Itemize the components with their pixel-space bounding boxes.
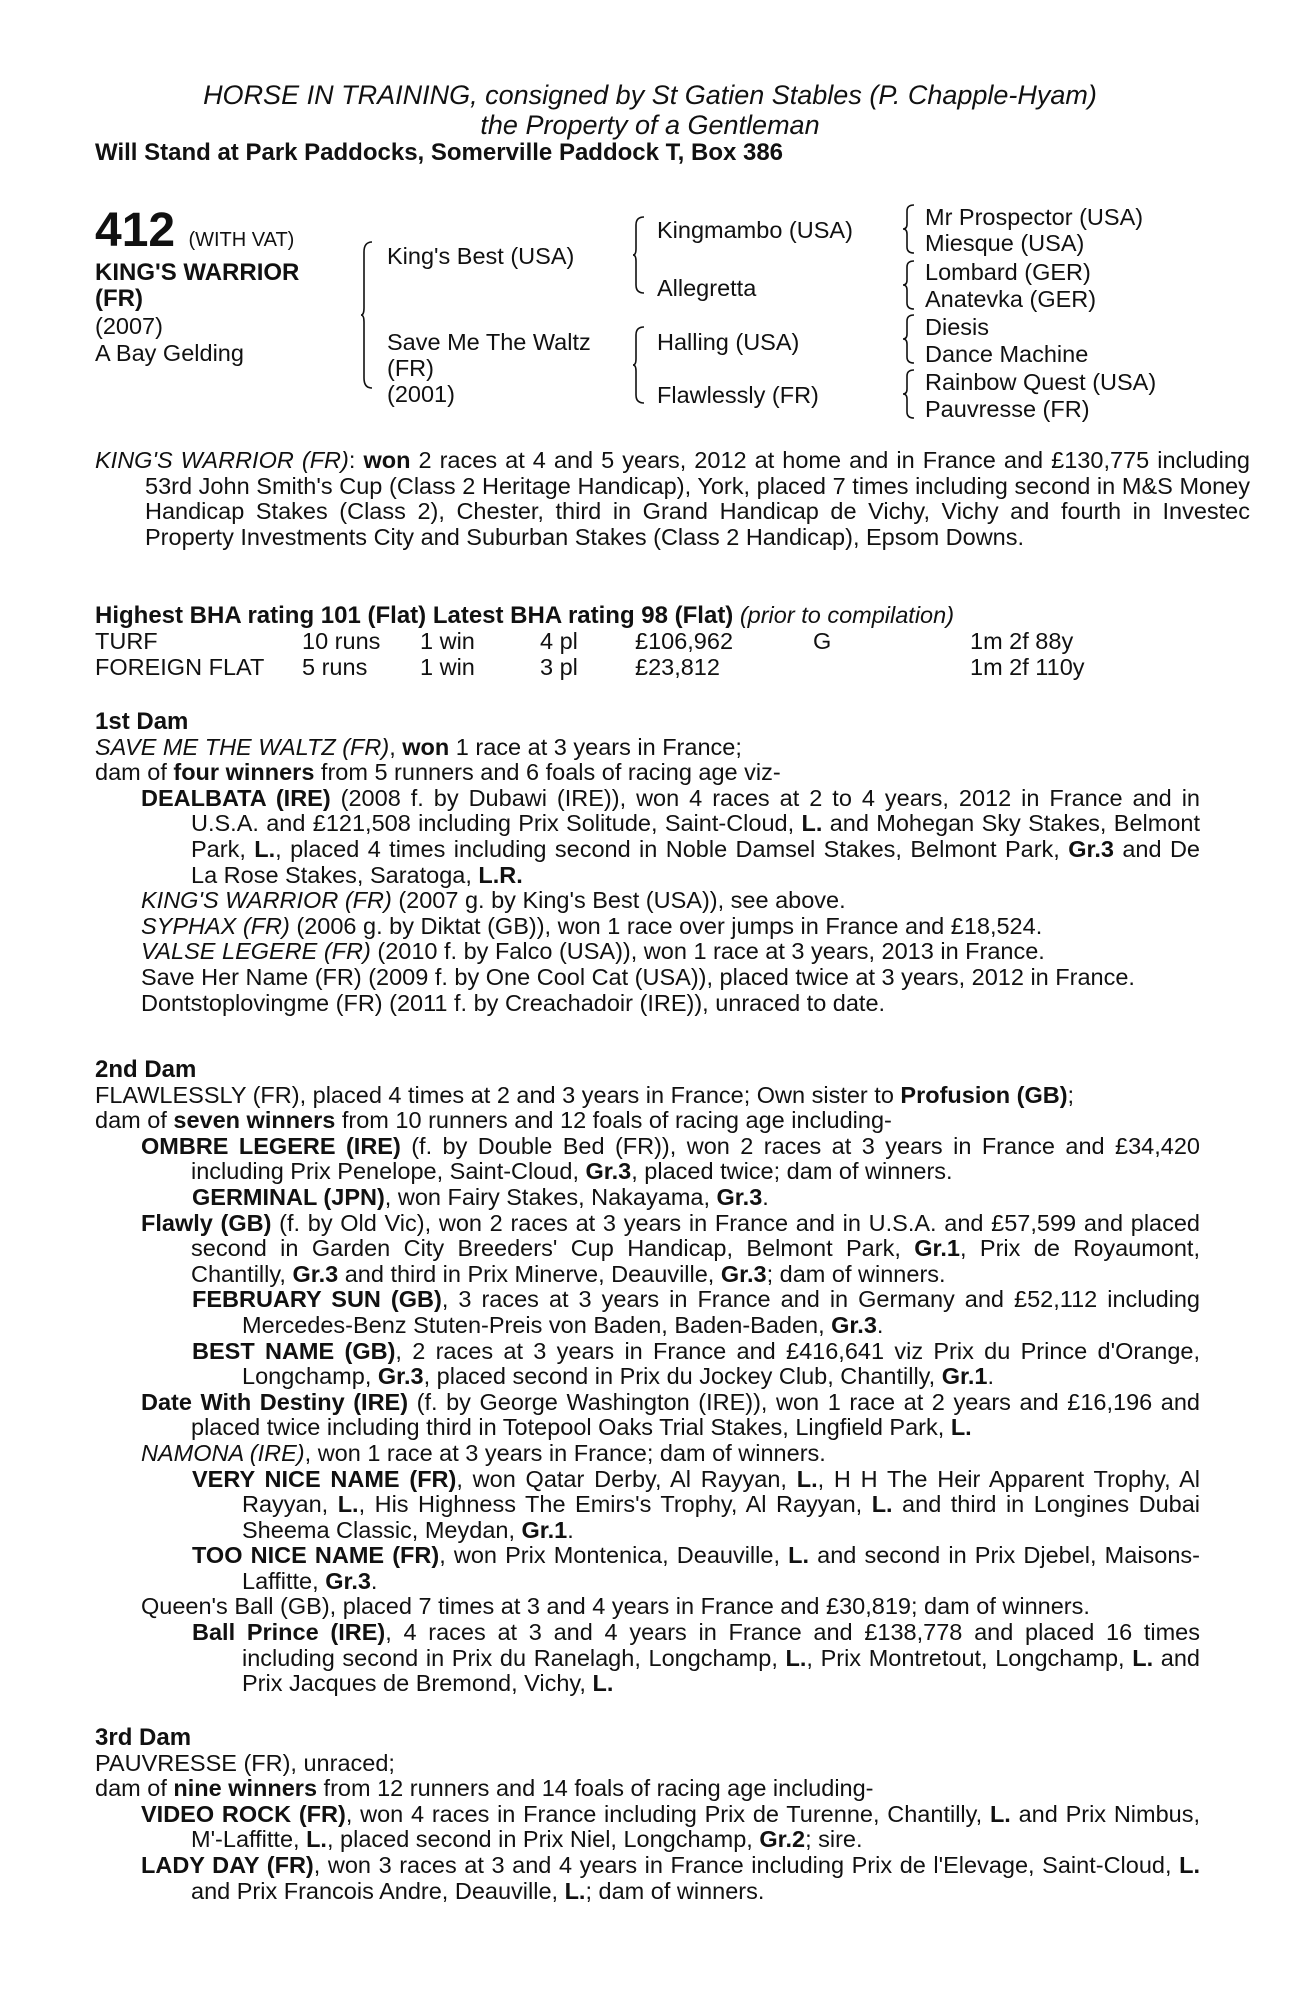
pedigree-bracket-g2	[902, 259, 916, 311]
ratings-heading: Highest BHA rating 101 (Flat) Latest BHA rating 98 (Flat) (prior to compilation)	[95, 602, 955, 629]
pedigree-ggs1: Mr Prospector (USA)	[925, 204, 1144, 230]
ratings-note: (prior to compilation)	[739, 602, 955, 628]
produce-very-nice-name: VERY NICE NAME (FR), won Qatar Derby, Al Rayyan, L., H H The Heir Apparent Trophy, Al Rayyan, L., His Highness The Emirs's Trophy, Al Rayyan, L. and third in Longines Dubai Sheema Classic, Meydan, Gr.1.	[192, 1465, 1200, 1543]
produce-save-her-name: Save Her Name (FR) (2009 f. by One Cool Cat (USA)), placed twice at 3 years, 2012 in France.	[141, 963, 1135, 990]
race-record-summary: KING'S WARRIOR (FR): won 2 races at 4 and 5 years, 2012 at home and in France and £130,775 including 53rd John Smith's Cup (Class 2 Heritage Handicap), York, placed 7 times including second in M&S Money Handicap Stakes (Class 2), Chester, third in Grand Handicap de Vichy, Vichy and fourth in Investec Property Investments City and Suburban Stakes (Class 2 Handicap), Epsom Downs.	[95, 447, 1250, 550]
pedigree-dam-line2: (FR)	[387, 355, 434, 381]
pedigree-ggs2: Lombard (GER)	[925, 259, 1091, 285]
produce-germinal: GERMINAL (JPN), won Fairy Stakes, Nakayama, Gr.3.	[192, 1183, 769, 1210]
summary-text: 2 races at 4 and 5 years, 2012 at home and in France and £130,775 including 53rd John Smith's Cup (Class 2 Heritage Handicap), York, placed 7 times including second in M&S Money Handicap Stakes (Class 2), Chester, third in Grand Handicap de Vichy, Vichy and fourth in Investec Property Investments City and Suburban Stakes (Class 2 Handicap), Epsom Downs.	[145, 447, 1250, 550]
stand-location: Will Stand at Park Paddocks, Somerville Paddock T, Box 386	[95, 139, 784, 166]
pedigree-ggs3: Diesis	[925, 314, 989, 340]
produce-ball-prince: Ball Prince (IRE), 4 races at 3 and 4 years in France and £138,778 and placed 16 times including second in Prix du Ranelagh, Longchamp, L., Prix Montretout, Longchamp, L. and Prix Jacques de Bremond, Vichy, L.	[192, 1619, 1201, 1697]
pedigree-dam-line3: (2001)	[387, 381, 455, 407]
produce-queens-ball: Queen's Ball (GB), placed 7 times at 3 and 4 years in France and £30,819; dam of winners.	[141, 1593, 1090, 1620]
produce-dealbata: DEALBATA (IRE) (2008 f. by Dubawi (IRE)), won 4 races at 2 to 4 years, 2012 in France and in U.S.A. and £121,508 including Prix Solitude, Saint-Cloud, L. and Mohegan Sky Stakes, Belmont Park, L., placed 4 times including second in Noble Damsel Stakes, Belmont Park, Gr.3 and De La Rose Stakes, Saratoga, L.R.	[141, 784, 1201, 888]
pedigree-bracket-main	[360, 240, 374, 390]
vat-label: (WITH VAT)	[188, 229, 295, 251]
pedigree-dam-dam: Flawlessly (FR)	[657, 382, 819, 408]
pedigree-ggd1: Miesque (USA)	[925, 230, 1085, 256]
produce-february-sun: FEBRUARY SUN (GB), 3 races at 3 years in France and in Germany and £52,112 including Mercedes-Benz Stuten-Preis von Baden, Baden-Baden, Gr.3.	[192, 1286, 1200, 1338]
horse-description: A Bay Gelding	[95, 340, 244, 366]
pedigree-sire-sire: Kingmambo (USA)	[657, 217, 853, 243]
pedigree-bracket-sire	[632, 215, 646, 295]
produce-namona: NAMONA (IRE), won 1 race at 3 years in France; dam of winners.	[141, 1439, 826, 1466]
first-dam-intro: SAVE ME THE WALTZ (FR), won 1 race at 3 years in France;	[95, 733, 742, 760]
pedigree-bracket-g1	[902, 203, 916, 255]
horse-year: (2007)	[95, 313, 163, 339]
first-dam-heading: 1st Dam	[95, 708, 189, 735]
horse-name: KING'S WARRIOR	[95, 259, 300, 286]
produce-syphax: SYPHAX (FR) (2006 g. by Diktat (GB)), won 1 race over jumps in France and £18,524.	[141, 912, 1043, 939]
produce-lady-day: LADY DAY (FR), won 3 races at 3 and 4 years in France including Prix de l'Elevage, Saint-Cloud, L. and Prix Francois Andre, Deauville, L.; dam of winners.	[141, 1851, 1200, 1904]
produce-kings-warrior: KING'S WARRIOR (FR) (2007 g. by King's Best (USA)), see above.	[141, 887, 846, 914]
ratings-row-foreign: FOREIGN FLAT 5 runs 1 win 3 pl £23,812 1m 2f 110y	[95, 654, 1085, 680]
third-dam-produce-summary: dam of nine winners from 12 runners and 14 foals of racing age including-	[95, 1775, 874, 1802]
third-dam-section	[95, 1725, 1200, 1904]
pedigree-bracket-dam	[632, 325, 646, 405]
summary-won: won	[363, 447, 411, 473]
produce-video-rock: VIDEO ROCK (FR), won 4 races in France including Prix de Turenne, Chantilly, L. and Prix Nimbus, M'-Laffitte, L., placed second in Prix Niel, Longchamp, Gr.2; sire.	[141, 1800, 1200, 1853]
pedigree-dam-line1: Save Me The Waltz	[387, 329, 591, 355]
produce-best-name: BEST NAME (GB), 2 races at 3 years in France and £416,641 viz Prix du Prince d'Orange, Longchamp, Gr.3, placed second in Prix du Jockey Club, Chantilly, Gr.1.	[192, 1337, 1200, 1390]
third-dam-heading: 3rd Dam	[95, 1724, 192, 1751]
pedigree-bracket-g3	[902, 313, 916, 365]
summary-horse-name: KING'S WARRIOR (FR)	[95, 447, 349, 473]
produce-ombre-legere: OMBRE LEGERE (IRE) (f. by Double Bed (FR)), won 2 races at 3 years in France and £34,420 including Prix Penelope, Saint-Cloud, Gr.3, placed twice; dam of winners.	[141, 1132, 1200, 1185]
pedigree-sire-dam: Allegretta	[657, 275, 757, 301]
produce-dontstoplovingme: Dontstoplovingme (FR) (2011 f. by Creachadoir (IRE)), unraced to date.	[141, 989, 886, 1016]
first-dam-section	[95, 709, 1200, 1016]
pedigree-ggd2: Anatevka (GER)	[925, 286, 1097, 312]
produce-valse-legere: VALSE LEGERE (FR) (2010 f. by Falco (USA)), won 1 race at 3 years, 2013 in France.	[141, 938, 1045, 965]
third-dam-intro: PAUVRESSE (FR), unraced;	[95, 1749, 395, 1776]
pedigree-dam-sire: Halling (USA)	[657, 329, 800, 355]
produce-flawly: Flawly (GB) (f. by Old Vic), won 2 races at 3 years in France and in U.S.A. and £57,599 and placed second in Garden City Breeders' Cup Handicap, Belmont Park, Gr.1, Prix de Royaumont, Chantilly, Gr.3 and third in Prix Minerve, Deauville, Gr.3; dam of winners.	[141, 1209, 1200, 1287]
lot-number-block	[95, 205, 294, 266]
property-line: the Property of a Gentleman	[480, 110, 820, 140]
produce-date-with-destiny: Date With Destiny (IRE) (f. by George Washington (IRE)), won 1 race at 2 years and £16,196 and placed twice including third in Totepool Oaks Trial Stakes, Lingfield Park, L.	[141, 1388, 1200, 1441]
second-dam-produce-summary: dam of seven winners from 10 runners and 12 foals of racing age including-	[95, 1107, 892, 1134]
horse-country: (FR)	[95, 285, 143, 312]
ratings-row-turf: TURF 10 runs 1 win 4 pl £106,962 G 1m 2f 88y	[95, 628, 1074, 654]
first-dam-produce-summary: dam of four winners from 5 runners and 6 foals of racing age viz-	[95, 759, 781, 786]
second-dam-intro: FLAWLESSLY (FR), placed 4 times at 2 and 3 years in France; Own sister to Profusion (GB);	[95, 1081, 1075, 1108]
pedigree-bracket-g4	[902, 368, 916, 420]
pedigree-ggs4: Rainbow Quest (USA)	[925, 369, 1157, 395]
produce-too-nice-name: TOO NICE NAME (FR), won Prix Montenica, Deauville, L. and second in Prix Djebel, Maisons-Laffitte, Gr.3.	[192, 1542, 1201, 1594]
pedigree-ggd3: Dance Machine	[925, 341, 1089, 367]
consignor-line: HORSE IN TRAINING, consigned by St Gatien Stables (P. Chapple-Hyam)	[203, 80, 1097, 110]
lot-number: 412	[95, 204, 176, 257]
pedigree-sire: King's Best (USA)	[387, 243, 575, 269]
second-dam-heading: 2nd Dam	[95, 1056, 197, 1083]
second-dam-section	[95, 1057, 1200, 1697]
pedigree-ggd4: Pauvresse (FR)	[925, 396, 1090, 422]
